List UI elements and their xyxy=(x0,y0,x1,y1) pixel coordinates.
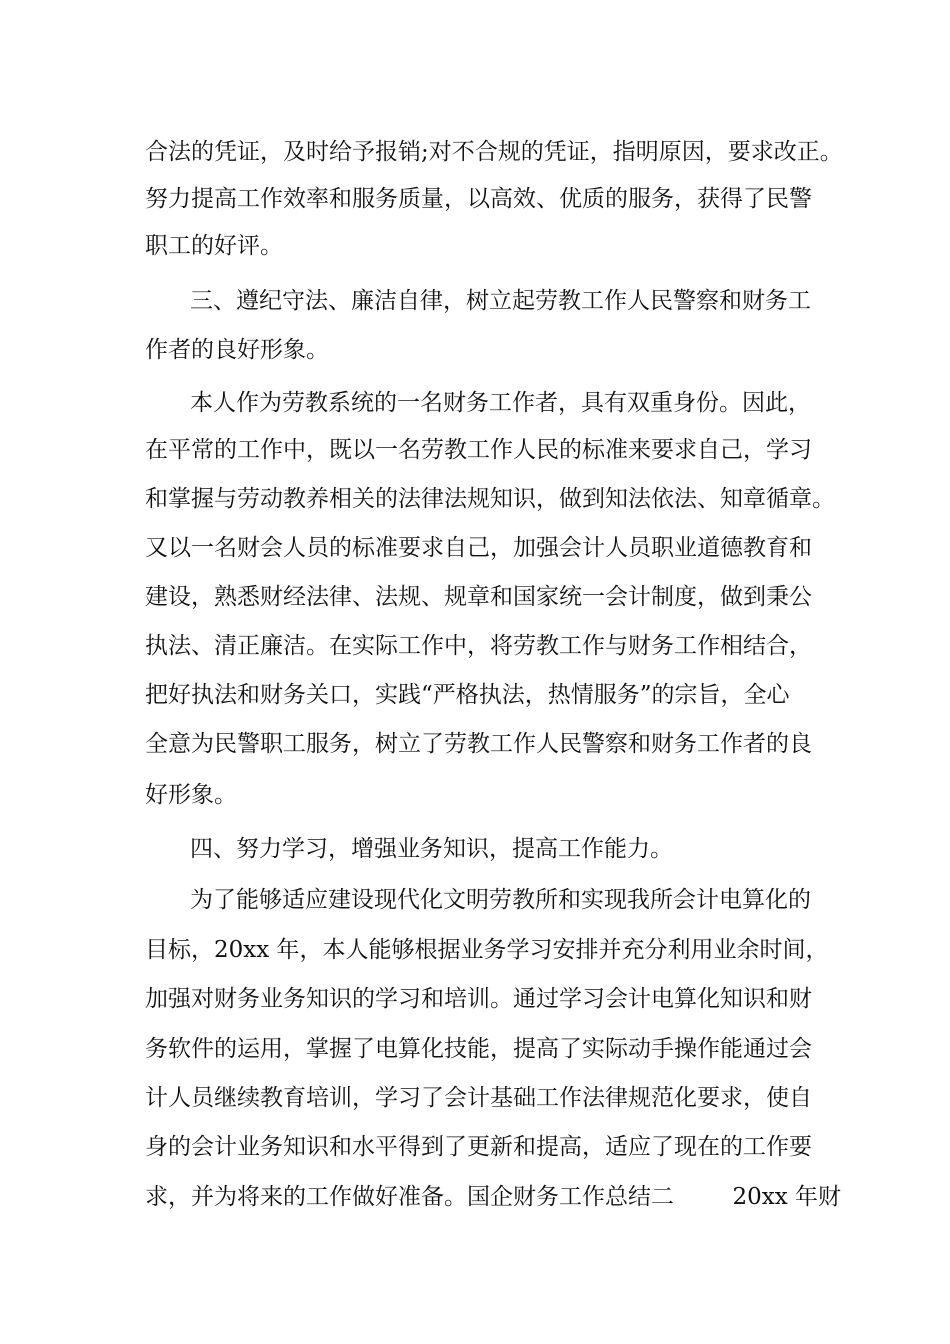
section-heading: 三、遵纪守法、廉洁自律，树立起劳教工作人民警察和财务工 xyxy=(190,288,811,314)
text-line: 计人员继续教育培训，学习了会计基础工作法律规范化要求，使自 xyxy=(145,1085,812,1111)
text-line: 加强对财务业务知识的学习和培训。通过学习会计电算化知识和财 xyxy=(145,986,812,1012)
text-line: 好形象。 xyxy=(145,782,237,808)
paragraph-start: 为了能够适应建设现代化文明劳教所和实现我所会计电算化的 xyxy=(190,887,811,913)
text-line: 全意为民警职工服务，树立了劳教工作人民警察和财务工作者的良 xyxy=(145,731,812,757)
text-line: 执法、清正廉洁。在实际工作中，将劳教工作与财务工作相结合， xyxy=(145,633,812,659)
text-line: 努力提高工作效率和服务质量，以高效、优质的服务，获得了民警 xyxy=(145,186,812,212)
paragraph-start: 本人作为劳教系统的一名财务工作者，具有双重身份。因此， xyxy=(190,390,811,416)
text-line: 把好执法和财务关口，实践“严格执法，热情服务”的宗旨，全心 xyxy=(145,682,790,708)
text-line: 求，并为将来的工作做好准备。国企财务工作总结二 20xx 年财 xyxy=(145,1184,842,1210)
text-line: 务软件的运用，掌握了电算化技能，提高了实际动手操作能通过会 xyxy=(145,1036,812,1062)
text-line: 职工的好评。 xyxy=(145,233,283,259)
section-heading: 四、努力学习，增强业务知识，提高工作能力。 xyxy=(190,836,673,862)
text-line: 目标，20xx 年，本人能够根据业务学习安排并充分利用业余时间， xyxy=(145,937,829,963)
text-line: 在平常的工作中，既以一名劳教工作人民的标准来要求自己，学习 xyxy=(145,437,812,463)
text-line: 作者的良好形象。 xyxy=(145,337,329,363)
text-line: 和掌握与劳动教养相关的法律法规知识，做到知法依法、知章循章。 xyxy=(145,486,835,512)
text-line: 建设，熟悉财经法律、法规、规章和国家统一会计制度，做到秉公 xyxy=(145,584,812,610)
text-line: 又以一名财会人员的标准要求自己，加强会计人员职业道德教育和 xyxy=(145,535,812,561)
text-line: 合法的凭证，及时给予报销;对不合规的凭证，指明原因，要求改正。 xyxy=(145,139,843,165)
text-line: 身的会计业务知识和水平得到了更新和提高，适应了现在的工作要 xyxy=(145,1134,812,1160)
